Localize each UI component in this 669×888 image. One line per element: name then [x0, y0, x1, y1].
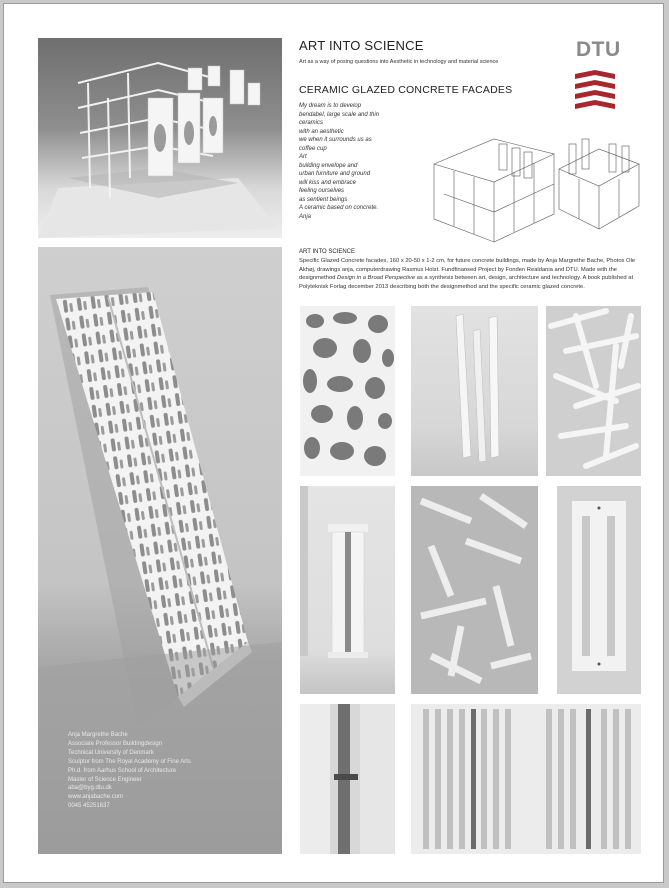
poem-line: will kiss and embrace: [299, 179, 357, 186]
poem-line: A ceramic based on concrete.: [299, 205, 379, 211]
texture-detail-photo: [300, 704, 395, 854]
poem-line: as sentient beings: [299, 196, 348, 203]
organic-pattern-photo: [300, 306, 395, 476]
poster-subtitle: Art as a way of posing questions into Aesthetic in technology and material science: [299, 59, 499, 65]
description-part: as a synthesis between art, design, architecture and technology. A book published at Polyteknisk Forlag december 2013 describing both the designmethod and the specific ceramic glazed concrete.: [299, 275, 634, 290]
description-heading: ART INTO SCIENCE: [299, 249, 356, 255]
email-text: aba@byg.dtu.dk: [68, 785, 112, 792]
poem-line: with an aesthetic: [299, 128, 344, 135]
stacked-panels-photo: [411, 704, 641, 854]
poem-line: My dream is to develop: [299, 103, 362, 109]
dtu-logo-icon: [573, 70, 617, 115]
poem: [299, 102, 409, 221]
column-element-photo: [300, 486, 395, 694]
scattered-fragments-photo: [411, 486, 538, 694]
credit-line: Master of Science Engineer: [68, 776, 142, 783]
section-title: CERAMIC GLAZED CONCRETE FACADES: [299, 84, 513, 96]
poem-line: urban furniture and ground: [299, 171, 371, 177]
poem-line: coffee cup: [299, 145, 327, 152]
credit-line: Associate Professor Buildingdesign: [68, 740, 163, 747]
credit-line: Anja Margrethe Bache: [68, 732, 128, 738]
credit-line: Technical University of Denmark: [68, 749, 154, 756]
poem-line: we when it surrounds us as: [299, 137, 372, 143]
phone-text: 0045 45251637: [68, 803, 110, 810]
website-text: www.anjabache.com: [68, 794, 124, 801]
poem-line: ceramics: [299, 120, 324, 126]
author-credits: [68, 731, 191, 811]
dtu-logo-text: DTU: [576, 38, 621, 61]
description-text: [299, 257, 639, 291]
poem-line: bendabel, large scale and thin: [299, 111, 380, 118]
poem-line: feeling ourselves: [299, 188, 345, 194]
poster: [3, 3, 664, 883]
poem-line: building envelope and: [299, 162, 358, 169]
standing-slabs-photo: [411, 306, 538, 476]
building-rendering-image: [38, 38, 282, 238]
poster-title: ART INTO SCIENCE: [299, 38, 424, 53]
branch-pattern-photo: [546, 306, 641, 476]
design-method-title: Design in a Broad Perspective: [337, 275, 416, 282]
description-part: Specific Glazed Concrete facades, 160 x 20-50 x 1-2 cm, for future concrete buildings, made by Anja Margrethe Bache, Photos Ole Akhøj, drawings anja, computerdrawing Rasmus Holst. Fundfinansed Project by Fonden Realdania and DTU. Made with the designmethod: [299, 258, 636, 282]
poem-line: Anja: [299, 213, 312, 220]
credit-line: Sculptor from The Royal Academy of Fine Arts: [68, 758, 191, 765]
isometric-drawing-image: [424, 124, 644, 249]
credit-line: Ph.d. from Aarhus School of Architecture: [68, 767, 177, 774]
poem-line: Art: [299, 154, 307, 160]
frame-element-photo: [557, 486, 641, 694]
